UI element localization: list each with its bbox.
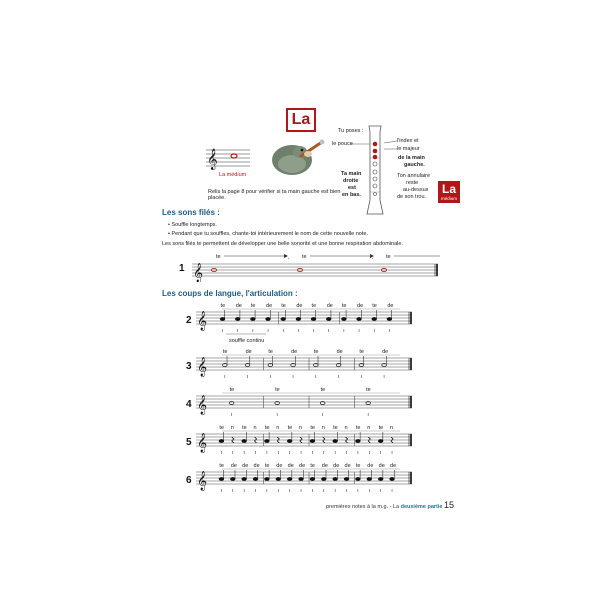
- instruction-text: Relis la page 8 pour vérifier si ta main gauche est bien placée.: [208, 189, 341, 201]
- syllable: te: [219, 463, 225, 469]
- syllable: de: [382, 349, 389, 355]
- syllable: n: [321, 425, 325, 431]
- note: [219, 440, 224, 443]
- note: [310, 478, 315, 481]
- mole-recorder-illustration: [268, 134, 326, 178]
- exercise-number-1: 1: [179, 263, 185, 274]
- syllable: te: [302, 254, 307, 260]
- note: [242, 478, 247, 481]
- exercise-1-staff: [192, 252, 440, 282]
- bullet-1-text: Souffle longtemps.: [171, 222, 217, 228]
- note: [299, 478, 304, 481]
- side-tab-label: La: [441, 182, 456, 196]
- note: [251, 318, 256, 321]
- note: [266, 318, 271, 321]
- syllable: de: [333, 463, 340, 469]
- side-tab: [438, 181, 460, 203]
- syllable: de: [367, 463, 374, 469]
- index-label: l'index et: [397, 138, 419, 144]
- thumb-label: le pouce: [332, 141, 353, 147]
- thumb-hole-closed: [373, 142, 378, 147]
- syllable: te: [268, 349, 273, 355]
- left-hand-line-2: gauche.: [404, 162, 425, 168]
- note: [220, 318, 225, 321]
- exercise-3-staff: [196, 344, 414, 382]
- exercise-number-2: 2: [186, 315, 192, 326]
- syllable: de: [287, 463, 294, 469]
- right-hand-line-1: Ta main: [341, 171, 362, 177]
- recorder-fingering-diagram: [364, 124, 386, 218]
- note-la: [231, 154, 237, 158]
- syllable: de: [326, 303, 333, 309]
- right-hand-line-4: en bas.: [342, 192, 361, 198]
- articulation-heading: Les coups de langue, l'articulation :: [162, 289, 298, 298]
- syllable: de: [357, 303, 364, 309]
- treble-clef-icon: 𝄞: [197, 471, 208, 490]
- syllable: n: [276, 425, 280, 431]
- note: [265, 440, 270, 443]
- note: [367, 478, 372, 481]
- la-staff-illustration: [206, 146, 250, 170]
- note: [387, 318, 392, 321]
- syllable: de: [230, 463, 237, 469]
- ring-finger-line-3: au-dessus: [403, 187, 429, 193]
- note: [372, 318, 377, 321]
- footer: [326, 500, 454, 510]
- syllable: de: [266, 303, 273, 309]
- syllable: n: [390, 425, 394, 431]
- syllable: te: [220, 303, 226, 309]
- syllable: te: [333, 425, 338, 431]
- note: [287, 440, 292, 443]
- syllable: n: [253, 425, 257, 431]
- exercise-number-4: 4: [186, 399, 192, 410]
- bullet-1: • Souffle longtemps.: [168, 222, 217, 228]
- syllable: te: [386, 254, 391, 260]
- note: [296, 318, 301, 321]
- ring-finger-line-4: de son trou.: [397, 194, 427, 200]
- syllable: te: [311, 303, 317, 309]
- treble-clef-icon: 𝄞: [207, 149, 218, 169]
- syllable: de: [235, 303, 242, 309]
- exercise-6-staff: [196, 458, 414, 496]
- syllable: te: [366, 387, 371, 393]
- note: [378, 478, 383, 481]
- syllable: te: [378, 425, 384, 431]
- note: [253, 478, 258, 481]
- note: [333, 440, 338, 443]
- note: [219, 478, 224, 481]
- ring-finger-line-2: reste: [406, 180, 419, 186]
- syllable: te: [320, 387, 326, 393]
- syllable: te: [275, 387, 280, 393]
- note: [378, 440, 383, 443]
- note: [287, 478, 292, 481]
- syllable: de: [296, 303, 303, 309]
- note-caption: La médium: [219, 172, 247, 178]
- note: [357, 318, 362, 321]
- syllable: te: [310, 463, 316, 469]
- footer-prefix: premières notes à la m.g. - La: [326, 504, 400, 510]
- note: [310, 440, 315, 443]
- treble-clef-icon: 𝄞: [197, 357, 208, 376]
- exercise-number-3: 3: [186, 361, 192, 372]
- syllable: de: [276, 463, 283, 469]
- note: [230, 478, 235, 481]
- syllable: te: [222, 349, 228, 355]
- note: [242, 440, 247, 443]
- syllable: te: [287, 425, 293, 431]
- note: [321, 478, 326, 481]
- syllable: de: [253, 463, 260, 469]
- note: [390, 478, 395, 481]
- breath-mark: ʻ: [372, 258, 374, 264]
- note: [265, 478, 270, 481]
- page-number: 15: [444, 500, 455, 510]
- syllable: de: [242, 463, 249, 469]
- exercise-number-6: 6: [186, 475, 192, 486]
- syllable: n: [367, 425, 371, 431]
- note: [326, 318, 331, 321]
- syllable: te: [229, 387, 235, 393]
- syllable: n: [299, 425, 303, 431]
- sons-files-heading: Les sons filés :: [162, 208, 220, 217]
- syllable: te: [216, 254, 221, 260]
- note: [342, 318, 347, 321]
- syllable: de: [336, 349, 343, 355]
- syllable: n: [230, 425, 234, 431]
- hole-2-closed: [373, 155, 378, 160]
- syllable: de: [299, 463, 306, 469]
- syllable: te: [313, 349, 319, 355]
- syllable: te: [359, 349, 364, 355]
- finger-arrows: [384, 138, 398, 156]
- left-hand-line-1: de la main: [398, 155, 425, 161]
- exercise-5-staff: [196, 420, 414, 458]
- syllable: te: [372, 303, 377, 309]
- syllable: de: [321, 463, 328, 469]
- treble-clef-icon: 𝄞: [197, 311, 208, 330]
- syllable: te: [264, 463, 270, 469]
- treble-clef-icon: 𝄞: [197, 395, 208, 414]
- note: [356, 440, 361, 443]
- syllable: te: [355, 463, 361, 469]
- note: [344, 478, 349, 481]
- middle-label: le majeur: [397, 146, 420, 152]
- hole-1-closed: [373, 149, 378, 154]
- note: [333, 478, 338, 481]
- ring-finger-line-1: Ton annulaire: [397, 173, 431, 179]
- right-hand-line-3: est: [348, 185, 356, 191]
- exercise-4-staff: [196, 382, 414, 420]
- syllable: te: [355, 425, 361, 431]
- syllable: de: [245, 349, 252, 355]
- fingering-intro: Tu poses :: [338, 128, 364, 134]
- note: [276, 478, 281, 481]
- side-tab-sublabel: médium: [440, 196, 457, 201]
- syllable: de: [344, 463, 351, 469]
- syllable: n: [344, 425, 348, 431]
- sons-files-paragraph: Les sons filés te permettent de développer une belle sonorité et une bonne respiration abdominale.: [162, 241, 403, 247]
- syllable: te: [219, 425, 225, 431]
- right-hand-line-2: droite: [343, 178, 359, 184]
- continuous-breath-note: souffle continu: [229, 338, 265, 344]
- treble-clef-icon: 𝄞: [193, 263, 204, 282]
- treble-clef-icon: 𝄞: [197, 433, 208, 452]
- syllable: de: [390, 463, 397, 469]
- note: [281, 318, 286, 321]
- note-title: La: [291, 111, 311, 128]
- syllable: te: [310, 425, 316, 431]
- syllable: de: [378, 463, 385, 469]
- exercise-number-5: 5: [186, 437, 192, 448]
- syllable: te: [242, 425, 247, 431]
- syllable: te: [264, 425, 270, 431]
- syllable: te: [341, 303, 347, 309]
- breath-mark: ʻ: [288, 258, 290, 264]
- bullet-2-text: Pendant que tu souffles, chante-toi intérieurement le nom de cette nouvelle note.: [171, 231, 368, 237]
- note-title-box: [286, 108, 316, 132]
- exercise-2-staff: [196, 298, 414, 348]
- note: [356, 478, 361, 481]
- note: [235, 318, 240, 321]
- syllable: de: [291, 349, 298, 355]
- bullet-2: • Pendant que tu souffles, chante-toi intérieurement le nom de cette nouvelle note.: [168, 231, 368, 237]
- thumb-arrow: [350, 140, 372, 148]
- footer-part: deuxième partie: [400, 504, 443, 510]
- syllable: de: [387, 303, 394, 309]
- syllable: te: [281, 303, 286, 309]
- note: [311, 318, 316, 321]
- syllable: te: [250, 303, 256, 309]
